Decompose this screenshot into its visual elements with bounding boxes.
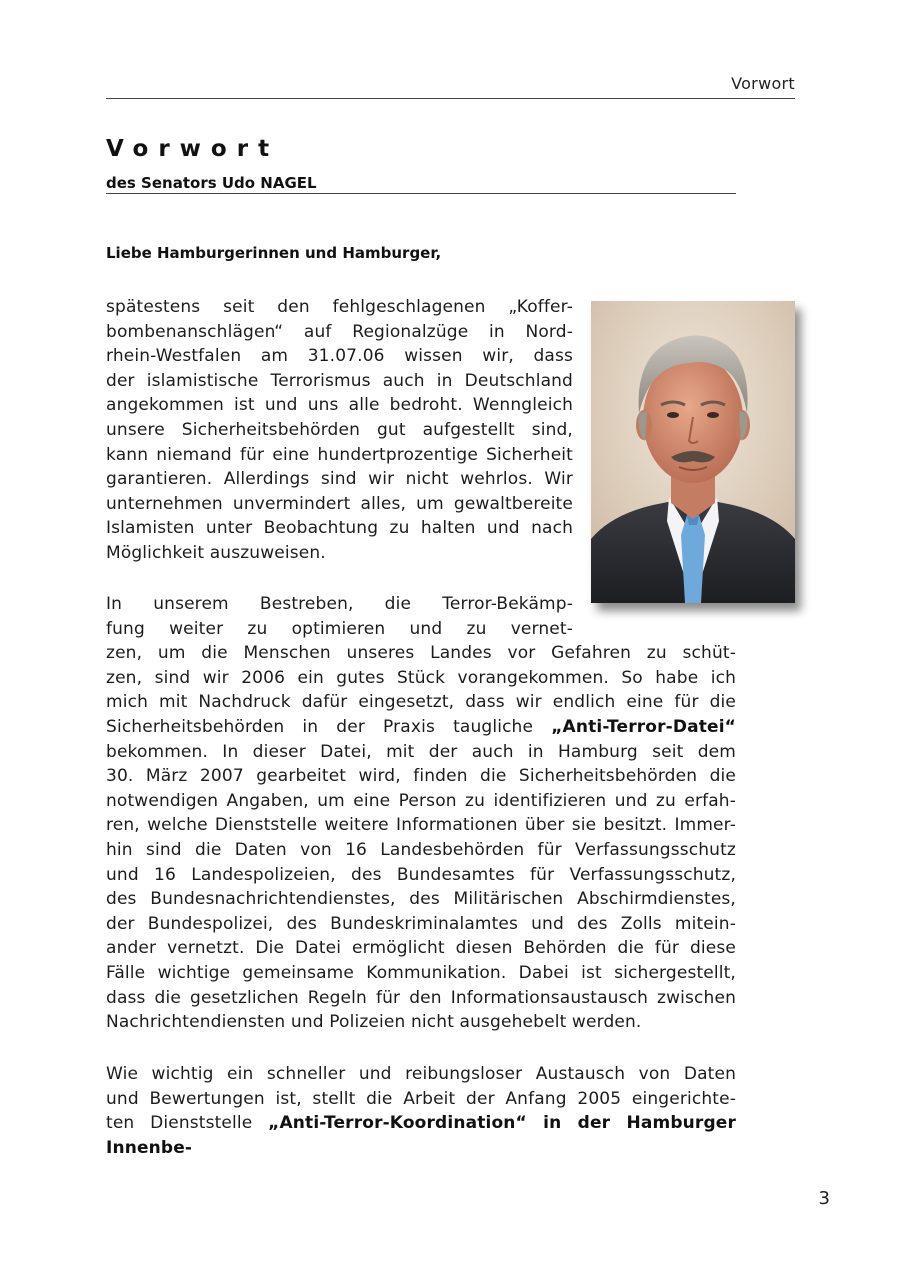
page-number: 3: [818, 1188, 830, 1209]
text-line: spätestens seit den fehlgeschlagenen „Koffer-: [106, 297, 573, 317]
text-line: Wie wichtig ein schneller und reibungsloser Austausch von Daten: [106, 1064, 736, 1084]
anti-terror-datei-term: „Anti-Terror-Datei“: [551, 716, 736, 737]
text-line: Nachrichtendiensten und Polizeien nicht ausgehebelt werden.: [106, 1012, 642, 1033]
text-line: [106, 715, 736, 740]
text-run: Sicherheitsbehörden in der Praxis taugliche: [106, 716, 552, 737]
text-line: hin sind die Daten von 16 Landesbehörden für Verfassungsschutz: [106, 839, 736, 860]
portrait-image: [591, 301, 795, 603]
text-line: Möglichkeit auszuweisen.: [106, 542, 326, 563]
anti-terror-koordination-term: „Anti-Terror-Koordination“ in der Hamburger Innenbe-: [106, 1113, 736, 1158]
text-line: bekommen. In dieser Datei, mit der auch in Hamburg seit dem: [106, 741, 736, 762]
text-line: kann niemand für eine hundertprozentige Sicherheit: [106, 444, 573, 465]
page-subtitle: des Senators Udo NAGEL: [106, 174, 317, 192]
text-line: angekommen ist und uns alle bedroht. Wenngleich: [106, 395, 573, 416]
running-head: Vorwort: [731, 74, 795, 93]
text-line: mich mit Nachdruck dafür eingesetzt, dass wir endlich eine für die: [106, 692, 736, 713]
text-line: rhein-Westfalen am 31.07.06 wissen wir, dass: [106, 346, 573, 367]
text-line: der Bundespolizei, des Bundeskriminalamtes und des Zolls mitein-: [106, 913, 736, 934]
paragraph-1: [106, 295, 573, 566]
text-run: ten Dienststelle: [106, 1113, 269, 1134]
portrait-photo: [591, 301, 795, 603]
text-line: unsere Sicherheitsbehörden gut aufgestellt sind,: [106, 419, 573, 440]
text-line: garantieren. Allerdings sind wir nicht wehrlos. Wir: [106, 469, 573, 490]
text-line: ren, welche Dienststelle weitere Informationen über sie besitzt. Immer-: [106, 815, 736, 836]
text-line: ander vernetzt. Die Datei ermöglicht diesen Behörden die für diese: [106, 938, 736, 959]
text-line: notwendigen Angaben, um eine Person zu identifizieren und zu erfah-: [106, 790, 736, 811]
subtitle-rule: [106, 193, 736, 194]
text-line: unternehmen unvermindert alles, um gewaltbereite: [106, 493, 573, 514]
text-line: und Bewertungen ist, stellt die Arbeit der Anfang 2005 eingerichte-: [106, 1088, 736, 1109]
text-line: des Bundesnachrichtendienstes, des Militärischen Abschirmdienstes,: [106, 889, 736, 910]
text-line: bombenanschlägen“ auf Regionalzüge in Nord-: [106, 321, 573, 342]
text-line: der islamistische Terrorismus auch in Deutschland: [106, 370, 573, 391]
text-line: In unserem Bestreben, die Terror-Bekämp-: [106, 594, 573, 614]
text-line: 30. März 2007 gearbeitet wird, finden die Sicherheitsbehörden die: [106, 766, 736, 787]
text-line: fung weiter zu optimieren und zu vernet-: [106, 618, 573, 639]
page-title: Vorwort: [106, 136, 280, 162]
paragraph-2: [106, 592, 736, 1035]
text-line: und 16 Landespolizeien, des Bundesamtes für Verfassungsschutz,: [106, 864, 736, 885]
text-line: zen, sind wir 2006 ein gutes Stück vorangekommen. So habe ich: [106, 667, 736, 688]
text-line: [106, 1111, 736, 1158]
paragraph-3: [106, 1062, 736, 1158]
text-line: zen, um die Menschen unseres Landes vor Gefahren zu schüt-: [106, 643, 736, 664]
text-line: Fälle wichtige gemeinsame Kommunikation. Dabei ist sichergestellt,: [106, 962, 736, 983]
header-rule: [106, 98, 795, 99]
text-line: Islamisten unter Beobachtung zu halten und nach: [106, 518, 573, 539]
salutation: Liebe Hamburgerinnen und Hamburger,: [106, 244, 442, 262]
text-line: dass die gesetzlichen Regeln für den Informationsaustausch zwischen: [106, 987, 736, 1008]
